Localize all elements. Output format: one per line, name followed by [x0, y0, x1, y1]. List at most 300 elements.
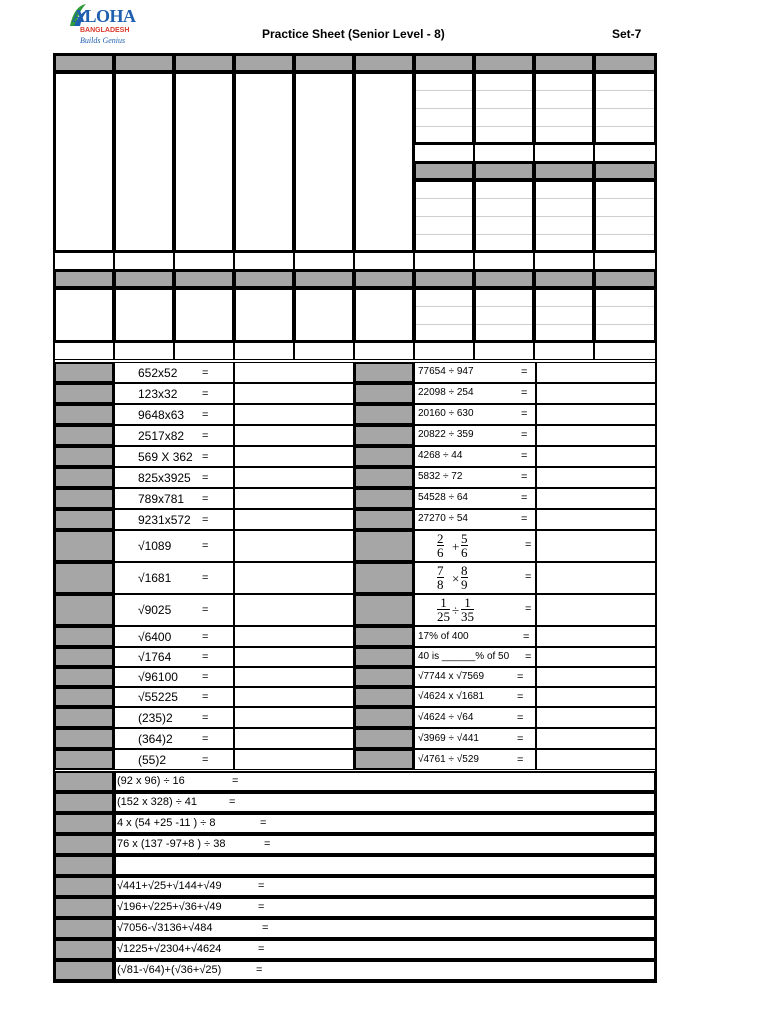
equals-sign: =: [525, 603, 532, 615]
equals-sign: =: [525, 539, 532, 551]
row-number-cell: [54, 960, 114, 981]
question-text: √6400: [138, 629, 172, 644]
row-number-cell: [354, 362, 414, 383]
equals-sign: =: [202, 651, 209, 663]
row-number-cell: [354, 594, 414, 626]
header-cell: [534, 54, 594, 72]
question-cell: [114, 749, 234, 770]
answer-cell: [536, 626, 656, 647]
guide-line: [596, 198, 654, 199]
row-number-cell: [54, 749, 114, 770]
header-cell: [414, 162, 474, 180]
row-number-cell: [354, 467, 414, 488]
row-number-cell: [354, 488, 414, 509]
header-cell: [414, 54, 474, 72]
header-cell: [534, 270, 594, 288]
equals-sign: =: [258, 880, 265, 892]
numerator: 5: [461, 531, 468, 546]
equals-sign: =: [202, 366, 209, 379]
answer-total-box: [414, 342, 474, 360]
equals-sign: =: [256, 964, 263, 976]
denominator: 6: [461, 545, 468, 560]
answer-cell: [536, 728, 656, 749]
answer-total-box: [534, 342, 594, 360]
answer-cell: [234, 425, 354, 446]
guide-line: [476, 306, 532, 307]
answer-total-box: [594, 342, 656, 360]
guide-line: [596, 234, 654, 235]
row-number-cell: [354, 509, 414, 530]
question-text: √1681: [138, 571, 172, 585]
answer-cell: [234, 594, 354, 626]
guide-line: [536, 324, 592, 325]
header-cell: [474, 270, 534, 288]
equals-sign: =: [202, 671, 209, 683]
answer-total-box: [294, 342, 354, 360]
equals-sign: =: [523, 630, 530, 643]
question-text: √7744 x √7569: [418, 671, 485, 682]
question-text: 27270 ÷ 54: [418, 513, 468, 524]
question-text: (√81-√64)+(√36+√25): [117, 964, 222, 976]
equals-sign: =: [264, 838, 271, 850]
header-cell: [474, 54, 534, 72]
row-number-cell: [54, 771, 114, 792]
guide-line: [476, 234, 532, 235]
equals-sign: =: [521, 366, 528, 378]
numerator: 7: [437, 563, 444, 578]
row-number-cell: [54, 383, 114, 404]
equals-sign: =: [202, 604, 209, 616]
question-text: (152 x 328) ÷ 41: [117, 796, 198, 808]
row-number-cell: [354, 626, 414, 647]
header-cell: [294, 270, 354, 288]
numerator: 1: [437, 596, 450, 610]
answer-box: [294, 288, 354, 342]
guide-line: [476, 324, 532, 325]
answer-total-box: [174, 342, 234, 360]
guide-line: [476, 90, 532, 91]
question-text: √1225+√2304+√4624: [117, 943, 222, 955]
question-cell: [414, 562, 536, 594]
question-cell: [114, 594, 234, 626]
question-cell: [114, 728, 234, 749]
equals-sign: =: [517, 711, 524, 724]
question-text: 4268 ÷ 44: [418, 450, 463, 461]
aloha-logo: [66, 2, 146, 50]
equals-sign: =: [232, 775, 239, 787]
answer-cell: [234, 362, 354, 383]
answer-total-box: [414, 252, 474, 270]
guide-line: [536, 198, 592, 199]
row-number-cell: [54, 530, 114, 562]
equals-sign: =: [525, 571, 532, 583]
question-text: √1089: [138, 539, 172, 553]
question-text: 20822 ÷ 359: [418, 429, 474, 440]
row-number-cell: [354, 667, 414, 687]
row-number-cell: [354, 707, 414, 728]
fraction-operator: +: [452, 539, 460, 554]
answer-box: [234, 288, 294, 342]
guide-line: [476, 126, 532, 127]
header-cell: [234, 270, 294, 288]
equals-sign: =: [521, 387, 528, 399]
answer-box: [54, 288, 114, 342]
answer-box: [174, 72, 234, 252]
denominator: 8: [437, 577, 444, 592]
equals-sign: =: [517, 732, 524, 745]
answer-cell: [536, 446, 656, 467]
question-text: (92 x 96) ÷ 16: [117, 775, 185, 787]
question-text: √55225: [138, 690, 178, 704]
answer-cell: [234, 467, 354, 488]
equals-sign: =: [202, 492, 209, 505]
equals-sign: =: [521, 408, 528, 420]
guide-line: [536, 216, 592, 217]
guide-line: [476, 216, 532, 217]
row-number-cell: [354, 404, 414, 425]
guide-line: [536, 306, 592, 307]
denominator: 25: [437, 609, 450, 624]
answer-cell: [234, 404, 354, 425]
answer-cell: [234, 687, 354, 707]
question-text: 652x52: [138, 365, 178, 380]
row-number-cell: [354, 687, 414, 707]
question-text: 17% of 400: [418, 630, 469, 642]
fraction-left: [437, 596, 450, 623]
numerator: 2: [437, 531, 444, 546]
numerator: 1: [461, 596, 474, 610]
answer-total-box: [354, 252, 414, 270]
question-text: √96100: [138, 670, 178, 684]
row-number-cell: [354, 383, 414, 404]
header-cell: [414, 270, 474, 288]
row-number-cell: [354, 425, 414, 446]
answer-cell: [536, 647, 656, 667]
row-number-cell: [54, 362, 114, 383]
guide-line: [416, 234, 472, 235]
fraction-operator: ×: [452, 571, 460, 586]
logo-country: BANGLADESH: [80, 27, 130, 34]
equals-sign: =: [202, 513, 209, 526]
guide-line: [476, 198, 532, 199]
answer-cell: [536, 707, 656, 728]
guide-line: [416, 126, 472, 127]
equals-sign: =: [202, 711, 209, 724]
question-cell: [414, 594, 536, 626]
question-text: 54528 ÷ 64: [418, 492, 468, 503]
answer-total-box: [354, 342, 414, 360]
row-number-cell: [54, 834, 114, 855]
question-cell: [114, 562, 234, 594]
equals-sign: =: [202, 387, 209, 400]
header-cell: [114, 54, 174, 72]
equals-sign: =: [202, 630, 209, 643]
answer-box: [474, 288, 534, 342]
answer-cell: [536, 594, 656, 626]
answer-total-box: [594, 144, 656, 162]
fraction-operator: ÷: [452, 603, 460, 618]
guide-line: [596, 90, 654, 91]
equals-sign: =: [202, 408, 209, 421]
question-text: (235)2: [138, 710, 173, 725]
equals-sign: =: [525, 651, 532, 663]
header-cell: [594, 54, 656, 72]
guide-line: [416, 324, 472, 325]
answer-cell: [536, 383, 656, 404]
answer-cell: [234, 488, 354, 509]
long-question-cell: [114, 855, 656, 876]
answer-cell: [536, 562, 656, 594]
question-text: 825x3925: [138, 470, 191, 485]
header-cell: [294, 54, 354, 72]
question-text: √4761 ÷ √529: [418, 753, 479, 765]
question-text: √7056-√3136+√484: [117, 922, 213, 934]
question-text: √3969 ÷ √441: [418, 732, 479, 744]
answer-total-box: [54, 342, 114, 360]
guide-line: [416, 90, 472, 91]
guide-line: [416, 216, 472, 217]
guide-line: [596, 306, 654, 307]
question-text: (364)2: [138, 731, 173, 746]
answer-cell: [536, 749, 656, 770]
row-number-cell: [354, 562, 414, 594]
answer-cell: [234, 667, 354, 687]
answer-cell: [536, 667, 656, 687]
row-number-cell: [54, 425, 114, 446]
guide-line: [416, 198, 472, 199]
equals-sign: =: [521, 513, 528, 525]
answer-box: [414, 288, 474, 342]
guide-line: [596, 324, 654, 325]
question-text: √1764: [138, 650, 172, 664]
answer-total-box: [294, 252, 354, 270]
answer-cell: [234, 509, 354, 530]
row-number-cell: [54, 509, 114, 530]
row-number-cell: [354, 530, 414, 562]
answer-box: [114, 288, 174, 342]
row-number-cell: [54, 594, 114, 626]
question-text: (55)2: [138, 752, 167, 767]
answer-cell: [234, 647, 354, 667]
header-cell: [174, 54, 234, 72]
equals-sign: =: [202, 471, 209, 484]
question-text: 9231x572: [138, 512, 191, 527]
question-cell: [414, 530, 536, 562]
answer-total-box: [594, 252, 656, 270]
header-cell: [354, 270, 414, 288]
answer-cell: [234, 749, 354, 770]
row-number-cell: [354, 446, 414, 467]
answer-cell: [536, 488, 656, 509]
equals-sign: =: [229, 796, 236, 808]
equals-sign: =: [202, 540, 209, 552]
question-text: 2517x82: [138, 428, 185, 443]
question-text: 123x32: [138, 386, 178, 401]
denominator: 6: [437, 545, 444, 560]
guide-line: [536, 126, 592, 127]
fraction-left: [437, 532, 444, 559]
question-text: 20160 ÷ 630: [418, 408, 474, 419]
answer-cell: [234, 626, 354, 647]
question-text: 5832 ÷ 72: [418, 471, 463, 482]
row-number-cell: [354, 647, 414, 667]
answer-box: [354, 288, 414, 342]
row-number-cell: [54, 647, 114, 667]
answer-box: [114, 72, 174, 252]
question-text: 40 is ______% of 50: [418, 651, 510, 662]
equals-sign: =: [258, 901, 265, 913]
guide-line: [596, 126, 654, 127]
equals-sign: =: [202, 429, 209, 442]
fraction-left: [437, 564, 444, 591]
long-question-cell: [114, 771, 656, 792]
guide-line: [536, 234, 592, 235]
question-text: √4624 ÷ √64: [418, 711, 474, 723]
question-cell: [114, 626, 234, 647]
fraction-right: [461, 532, 468, 559]
row-number-cell: [54, 728, 114, 749]
answer-cell: [536, 530, 656, 562]
answer-total-box: [114, 252, 174, 270]
guide-line: [536, 90, 592, 91]
answer-box: [294, 72, 354, 252]
answer-box: [594, 288, 656, 342]
logo-tagline: Builds Genius: [80, 36, 126, 45]
equals-sign: =: [517, 691, 524, 703]
row-number-cell: [54, 918, 114, 939]
answer-box: [174, 288, 234, 342]
answer-cell: [536, 687, 656, 707]
question-text: 22098 ÷ 254: [418, 387, 474, 398]
question-cell: [114, 647, 234, 667]
page-title: Practice Sheet (Senior Level - 8): [262, 27, 445, 41]
question-text: 76 x (137 -97+8 ) ÷ 38: [117, 838, 226, 850]
row-number-cell: [54, 707, 114, 728]
answer-box: [354, 72, 414, 252]
answer-box: [234, 72, 294, 252]
answer-total-box: [174, 252, 234, 270]
question-text: 789x781: [138, 491, 185, 506]
header-cell: [174, 270, 234, 288]
answer-cell: [536, 509, 656, 530]
header-cell: [114, 270, 174, 288]
row-number-cell: [54, 687, 114, 707]
answer-cell: [234, 728, 354, 749]
answer-total-box: [234, 342, 294, 360]
equals-sign: =: [521, 429, 528, 441]
row-number-cell: [354, 728, 414, 749]
fraction-right: [461, 564, 468, 591]
answer-total-box: [474, 342, 534, 360]
answer-cell: [536, 362, 656, 383]
row-number-cell: [54, 813, 114, 834]
row-number-cell: [54, 876, 114, 897]
question-text: 569 X 362: [138, 449, 193, 464]
header-cell: [594, 162, 656, 180]
equals-sign: =: [262, 922, 269, 934]
equals-sign: =: [202, 691, 209, 703]
question-text: 4 x (54 +25 -11 ) ÷ 8: [117, 817, 216, 829]
numerator: 8: [461, 563, 468, 578]
answer-cell: [234, 707, 354, 728]
question-text: √9025: [138, 603, 172, 617]
row-number-cell: [54, 939, 114, 960]
row-number-cell: [54, 446, 114, 467]
logo-wordmark: ALOHA: [72, 6, 136, 26]
question-text: 9648x63: [138, 407, 185, 422]
question-text: √4624 x √1681: [418, 691, 485, 702]
question-cell: [114, 530, 234, 562]
answer-cell: [536, 425, 656, 446]
answer-total-box: [54, 252, 114, 270]
answer-total-box: [474, 252, 534, 270]
equals-sign: =: [202, 450, 209, 463]
row-number-cell: [54, 897, 114, 918]
answer-total-box: [534, 144, 594, 162]
answer-total-box: [414, 144, 474, 162]
answer-box: [54, 72, 114, 252]
guide-line: [536, 108, 592, 109]
equals-sign: =: [260, 817, 267, 829]
question-text: √441+√25+√144+√49: [117, 880, 222, 892]
guide-line: [476, 108, 532, 109]
guide-line: [596, 108, 654, 109]
answer-cell: [234, 530, 354, 562]
header-cell: [234, 54, 294, 72]
header-cell: [594, 270, 656, 288]
row-number-cell: [54, 562, 114, 594]
row-number-cell: [54, 488, 114, 509]
answer-total-box: [474, 144, 534, 162]
guide-line: [416, 108, 472, 109]
question-text: √196+√225+√36+√49: [117, 901, 222, 913]
header-cell: [354, 54, 414, 72]
answer-cell: [234, 562, 354, 594]
row-number-cell: [54, 667, 114, 687]
fraction-right: [461, 596, 474, 623]
header-cell: [474, 162, 534, 180]
answer-cell: [234, 383, 354, 404]
equals-sign: =: [202, 753, 209, 766]
row-number-cell: [54, 626, 114, 647]
answer-total-box: [534, 252, 594, 270]
equals-sign: =: [258, 943, 265, 955]
guide-line: [596, 216, 654, 217]
equals-sign: =: [521, 492, 528, 504]
denominator: 9: [461, 577, 468, 592]
answer-box: [534, 288, 594, 342]
header-cell: [54, 54, 114, 72]
guide-line: [416, 306, 472, 307]
denominator: 35: [461, 609, 474, 624]
set-label: Set-7: [612, 27, 642, 41]
header-cell: [54, 270, 114, 288]
equals-sign: =: [521, 471, 528, 483]
row-number-cell: [54, 792, 114, 813]
answer-cell: [536, 404, 656, 425]
equals-sign: =: [521, 450, 528, 462]
header-cell: [534, 162, 594, 180]
question-text: 77654 ÷ 947: [418, 366, 474, 377]
row-number-cell: [54, 467, 114, 488]
question-cell: [114, 707, 234, 728]
answer-total-box: [114, 342, 174, 360]
answer-total-box: [234, 252, 294, 270]
row-number-cell: [54, 404, 114, 425]
row-number-cell: [54, 855, 114, 876]
answer-cell: [536, 467, 656, 488]
answer-cell: [234, 446, 354, 467]
